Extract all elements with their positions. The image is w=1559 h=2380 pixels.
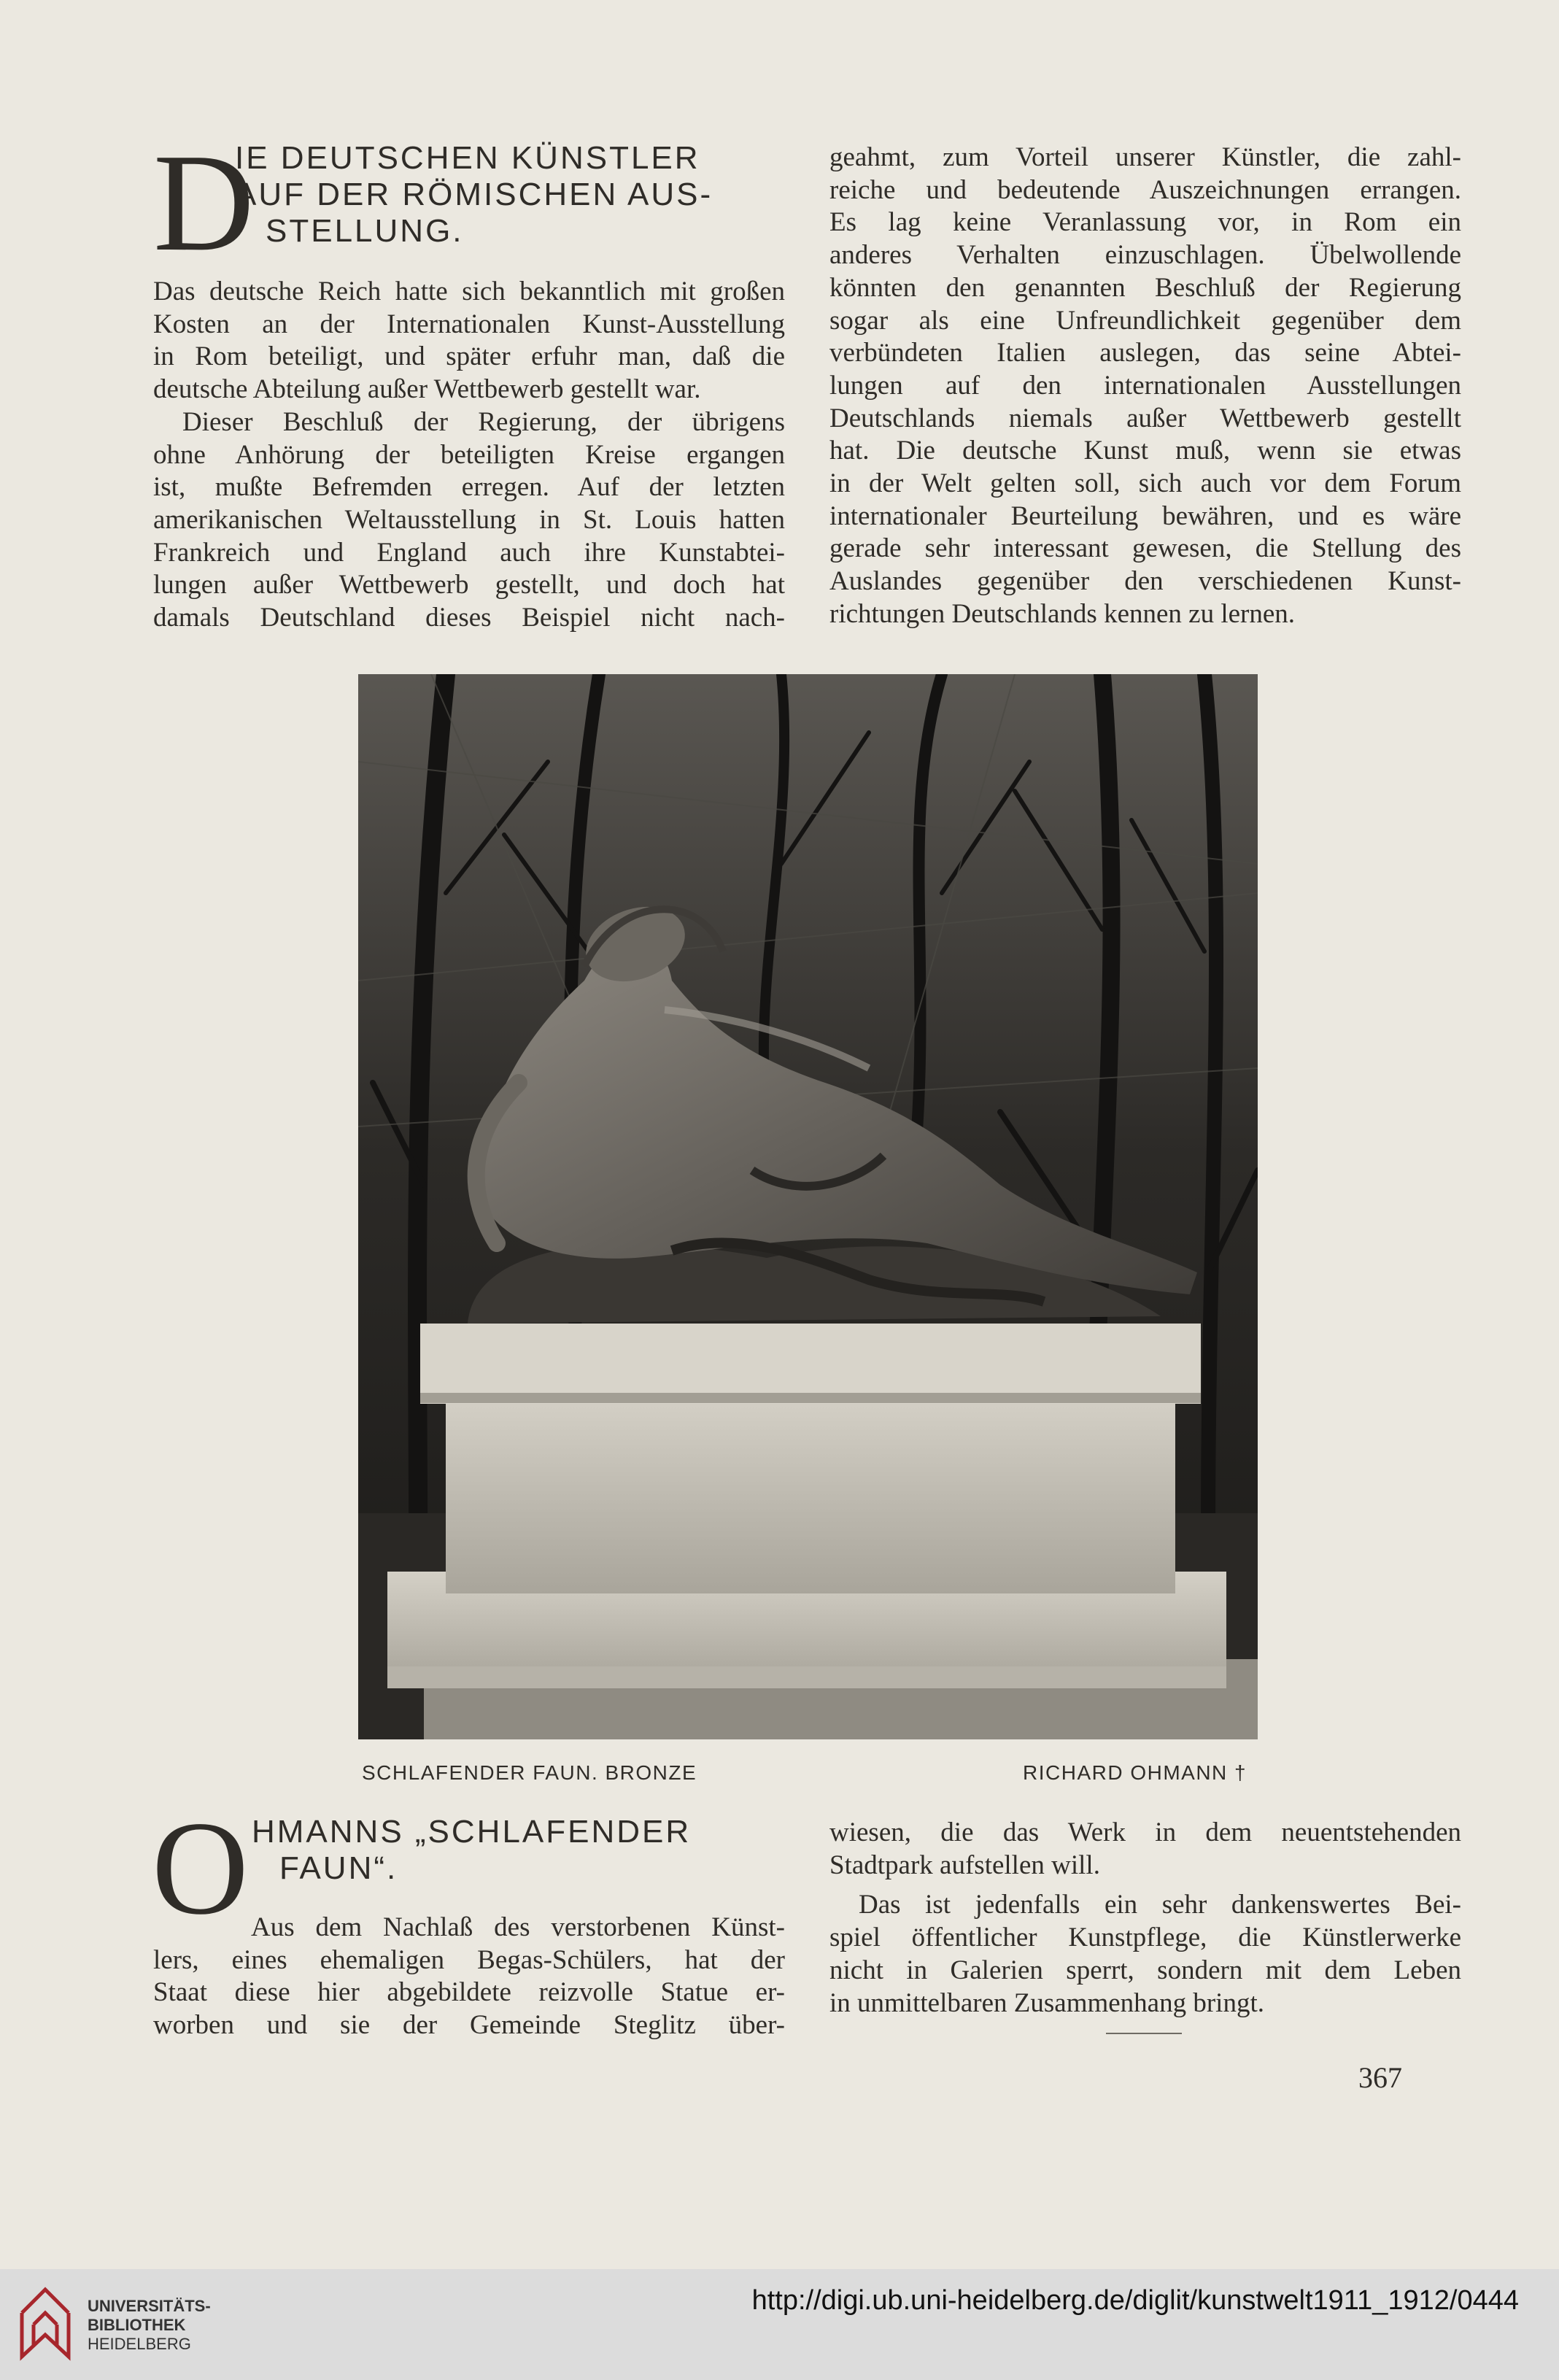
dropcap-o: O [152,1793,249,1942]
title-line: AUF DER RÖMISCHEN AUS- [235,177,713,212]
text-line: ohne Anhörung der beteiligten Kreise ergangen [153,439,785,470]
article-2-title [252,1814,806,1887]
section-divider [1106,2033,1182,2034]
title-line: STELLUNG. [266,213,464,249]
article-1-left-column [153,276,785,635]
title-line: FAUN“. [279,1850,398,1886]
article-2-left-column [153,1912,785,2042]
text-line: amerikanischen Weltausstellung in St. Louis hatten [153,504,785,535]
text-line: Aus dem Nachlaß des verstorbenen Künst- [251,1912,785,1942]
text-line: anderes Verhalten einzuschlagen. Übelwollende [829,240,1461,271]
text-line: lungen auf den internationalen Ausstellungen [829,370,1461,401]
text-line: könnten den genannten Beschluß der Regierung [829,272,1461,303]
sculpture-photo-illustration [358,674,1258,1739]
text-line: hat. Die deutsche Kunst muß, wenn sie etwas [829,436,1461,466]
library-name [88,2297,211,2354]
document-url-link[interactable]: http://digi.ub.uni-heidelberg.de/diglit/kunstwelt1911_1912/0444 [751,2285,1519,2316]
text-line: lungen außer Wettbewerb gestellt, und doch hat [153,570,785,600]
text-line: Staat diese hier abgebildete reizvolle Statue er- [153,1977,785,2008]
text-line: Das deutsche Reich hatte sich bekanntlich mit großen [153,277,785,306]
page-number: 367 [1358,2061,1402,2094]
footer-bar [0,2269,1559,2380]
text-line: Frankreich und England auch ihre Kunstabtei- [153,537,785,568]
text-line: deutsche Abteilung außer Wettbewerb gestellt war. [153,374,701,405]
text-line: in Rom beteiligt, und später erfuhr man, daß die [153,341,785,372]
article-1-right-column [829,142,1461,631]
text-line: gerade sehr interessant gewesen, die Stellung des [829,533,1461,564]
text-line: lers, eines ehemaligen Begas-Schülers, hat der [153,1944,785,1975]
text-line: geahmt, zum Vorteil unserer Künstler, die zahl- [829,142,1461,172]
title-line: HMANNS „SCHLAFENDER [252,1814,692,1850]
text-line: worben und sie der Gemeinde Steglitz über- [153,2010,785,2041]
text-line: Dieser Beschluß der Regierung, der übrigens [182,406,785,437]
text-line: ist, mußte Befremden erregen. Auf der letzten [153,472,785,503]
university-library-logo-icon [16,2284,74,2364]
dropcap-d: D [153,125,255,280]
title-line: IE DEUTSCHEN KÜNSTLER [235,140,700,176]
text-line: verbündeten Italien auslegen, das seine Abtei- [829,338,1461,368]
text-line: nicht in Galerien sperrt, sondern mit dem Leben [829,1955,1461,1985]
photo-caption-right: RICHARD OHMANN † [1023,1761,1247,1784]
text-line: spiel öffentlicher Kunstpflege, die Künstlerwerke [829,1923,1461,1953]
text-line: richtungen Deutschlands kennen zu lernen. [829,598,1296,629]
text-line: Deutschlands niemals außer Wettbewerb gestellt [829,403,1461,433]
photo-caption-left: SCHLAFENDER FAUN. BRONZE [362,1761,697,1784]
text-line: Stadtpark aufstellen will. [829,1850,1100,1880]
text-line: Es lag keine Veranlassung vor, in Rom ein [829,207,1461,238]
text-line: in der Welt gelten soll, sich auch vor dem Forum [829,468,1461,499]
text-line: internationaler Beurteilung bewähren, und es wäre [829,501,1461,531]
text-line: sogar als eine Unfreundlichkeit gegenüber dem [829,305,1461,336]
article-2-right-column [829,1817,1461,2020]
text-line: wiesen, die das Werk in dem neuentstehenden [829,1817,1461,1847]
text-line: Auslandes gegenüber den verschiedenen Kunst- [829,566,1461,597]
sculpture-photograph [358,674,1258,1739]
text-line: reiche und bedeutende Auszeichnungen errangen. [829,174,1461,205]
library-name-line: UNIVERSITÄTS- [88,2297,211,2315]
text-line: in unmittelbaren Zusammenhang bringt. [829,1987,1264,2018]
text-line: damals Deutschland dieses Beispiel nicht nach- [153,603,785,633]
text-line: Das ist jedenfalls ein sehr dankenswertes Bei- [859,1890,1461,1920]
library-name-line: HEIDELBERG [88,2335,191,2353]
text-line: Kosten an der Internationalen Kunst-Ausstellung [153,309,785,339]
library-name-line: BIBLIOTHEK [88,2316,186,2334]
article-1-title [235,140,797,250]
